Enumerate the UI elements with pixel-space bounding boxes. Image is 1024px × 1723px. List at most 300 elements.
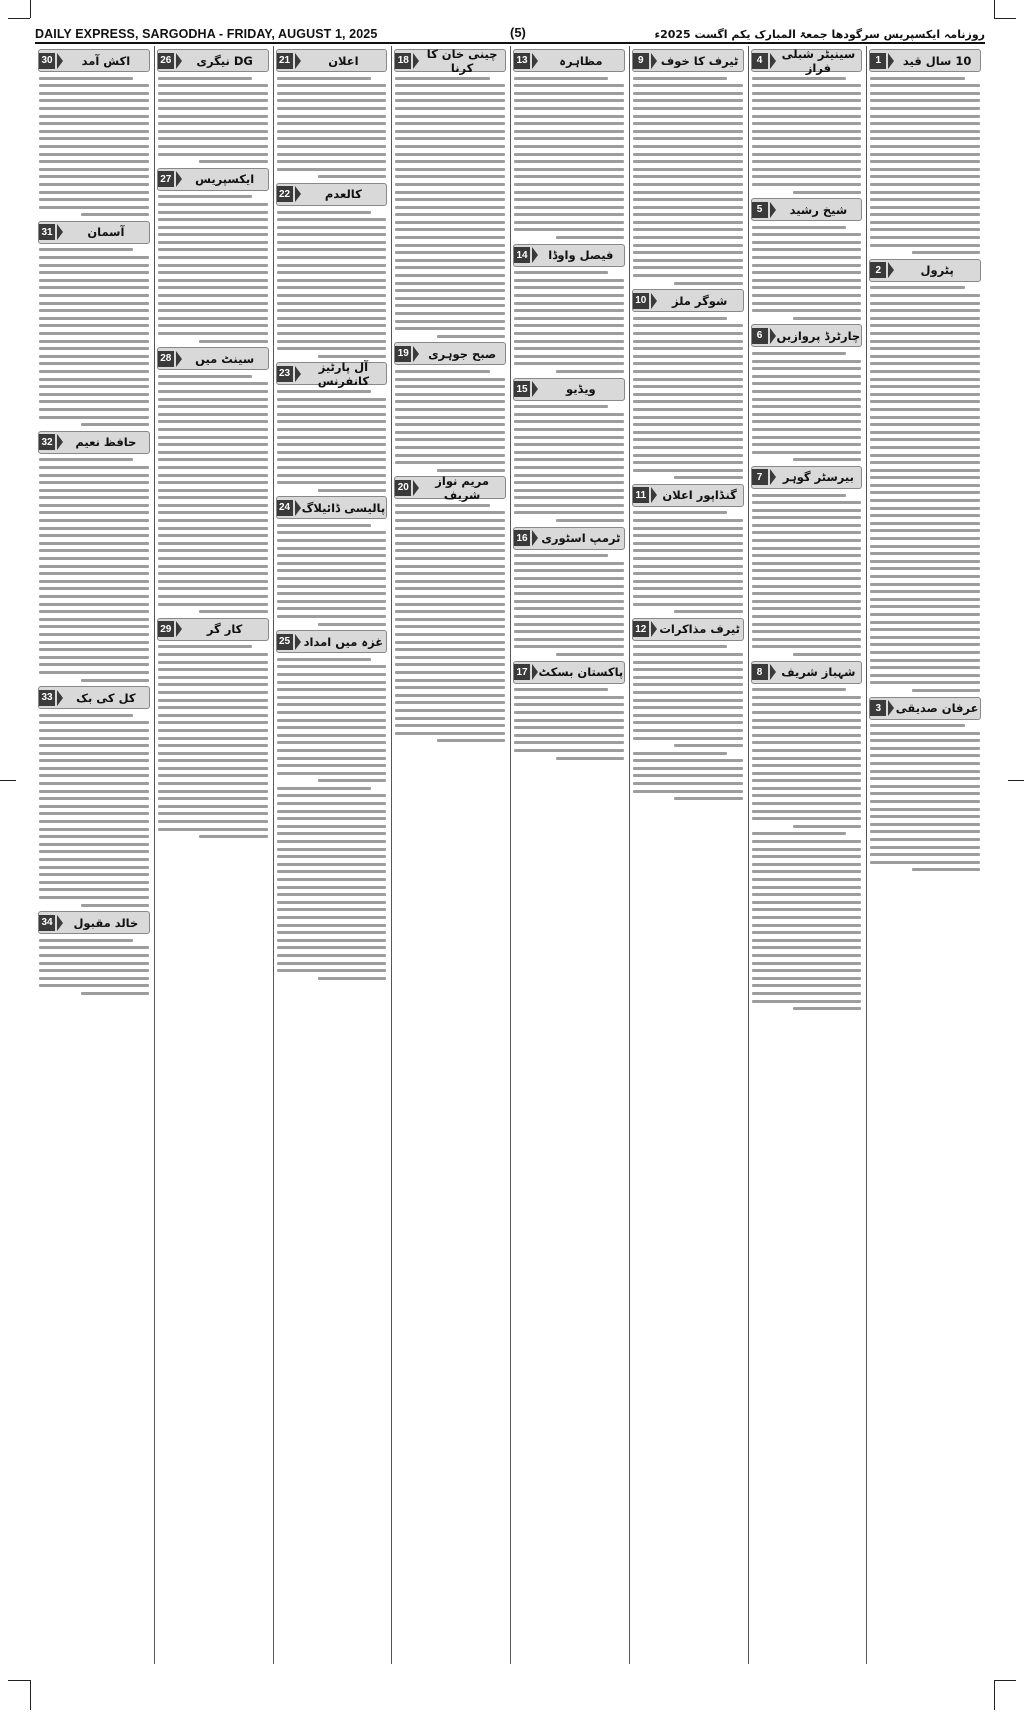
text-line [514,286,624,289]
text-line [752,749,862,752]
text-line [514,413,624,416]
article-headline: حافظ نعیم [75,435,137,450]
text-line [395,153,505,156]
text-line [158,683,268,686]
article-body-text [630,77,746,285]
text-line [633,752,727,755]
article-number: 16 [514,530,530,546]
text-line [633,92,743,95]
text-line [158,661,268,664]
text-line [752,734,862,737]
text-line [395,565,505,568]
text-line [39,206,149,209]
text-line [752,939,862,942]
text-line [277,916,387,919]
text-line [158,828,268,831]
text-line [870,651,980,654]
text-line [39,256,149,259]
text-line [633,160,743,163]
text-line [81,679,149,682]
text-line [870,575,980,578]
text-line [158,565,268,568]
text-line [277,658,371,661]
column-rule [629,46,630,1664]
text-line [277,168,387,171]
text-line [514,355,624,358]
text-line [39,191,149,194]
news-column [392,46,508,1664]
article-number: 19 [395,346,411,362]
text-line [158,77,252,80]
news-article [274,787,390,980]
text-line [39,286,149,289]
text-line [514,153,624,156]
text-line [158,233,268,236]
text-line [752,962,862,965]
article-body-text [36,248,152,426]
text-line [277,886,387,889]
text-line [39,496,149,499]
text-line [277,562,387,565]
text-line [870,378,980,381]
text-line [870,552,980,555]
text-line [752,153,862,156]
text-line [752,183,862,186]
text-line [514,309,624,312]
text-line [39,790,149,793]
text-line [395,221,505,224]
text-line [158,99,268,102]
text-line [514,451,624,454]
text-line [870,221,980,224]
headline-arrow-icon [532,381,538,397]
newspaper-page [35,46,985,1664]
article-body-text [392,504,508,742]
text-line [395,724,505,727]
text-line [395,504,489,507]
article-number: 18 [395,53,411,69]
headline-arrow-icon [295,186,301,202]
text-line [81,904,149,907]
text-line [39,77,133,80]
article-headline: گنڈاپور اعلان [662,488,737,503]
text-line [158,107,268,110]
text-line [514,92,624,95]
text-line [870,408,980,411]
text-line [633,595,743,598]
text-line [633,370,743,373]
headline-arrow-icon [57,915,63,931]
text-line [39,511,149,514]
text-line [514,362,624,365]
article-headline-box [394,473,506,502]
text-line [277,901,387,904]
text-line [752,794,862,797]
news-article [36,221,152,426]
text-line [752,554,862,557]
column-rule [391,46,392,1664]
text-line [39,557,149,560]
text-line [870,362,980,365]
column-rule [748,46,749,1664]
text-line [752,741,862,744]
text-line [752,711,862,714]
article-headline: شہباز شریف [781,665,856,680]
text-line [395,393,505,396]
text-line [277,878,387,881]
article-number: 25 [277,634,293,650]
text-line [277,802,387,805]
article-headline: پاکستان بسکٹ [538,665,624,680]
text-line [870,175,980,178]
text-line [158,390,268,393]
news-article [155,347,271,613]
masthead [35,26,985,44]
text-line [277,137,387,140]
article-headline-box [513,244,625,267]
text-line [870,484,980,487]
text-line [870,324,980,327]
text-line [752,428,862,431]
text-line [39,466,149,469]
text-line [633,572,743,575]
text-line [870,302,980,305]
text-line [752,294,862,297]
text-line [556,757,624,760]
text-line [277,524,371,527]
text-line [514,77,608,80]
article-headline: سینٹ میں [195,351,255,366]
text-line [158,256,268,259]
news-article [511,661,627,760]
article-headline: ایکسپریس [195,172,255,187]
text-line [39,542,149,545]
text-line [39,489,149,492]
text-line [514,630,624,633]
text-line [752,264,862,267]
text-line [158,405,268,408]
text-line [752,352,846,355]
text-line [870,732,980,735]
article-headline: ٹیرف مذاکرات [659,622,740,637]
text-line [870,674,980,677]
text-line [277,863,387,866]
text-line [158,436,268,439]
text-line [514,458,624,461]
text-line [514,496,624,499]
text-line [318,623,386,626]
text-line [158,122,268,125]
article-number: 8 [752,664,768,680]
text-line [752,562,862,565]
text-line [870,792,980,795]
text-line [870,355,980,358]
news-article [511,378,627,523]
article-number: 26 [158,53,174,69]
text-line [633,557,743,560]
text-line [514,638,624,641]
text-line [752,886,862,889]
text-line [633,759,743,762]
text-line [870,228,980,231]
text-line [633,332,743,335]
text-line [870,423,980,426]
text-line [633,519,743,522]
article-number: 34 [39,915,55,931]
text-line [514,221,624,224]
text-line [158,653,268,656]
text-line [514,183,624,186]
article-number: 27 [158,171,174,187]
text-line [633,782,743,785]
article-number: 1 [870,53,886,69]
text-line [277,817,387,820]
text-line [752,908,862,911]
text-line [277,145,387,148]
text-line [514,168,624,171]
text-line [277,946,387,949]
text-line [199,160,267,163]
text-line [395,641,505,644]
text-line [633,191,743,194]
text-line [514,719,624,722]
text-line [318,489,386,492]
article-headline-box [751,198,863,221]
article-headline-box [751,46,863,75]
text-line [395,587,505,590]
article-number: 7 [752,469,768,485]
text-line [870,785,980,788]
text-line [39,962,149,965]
text-line [870,416,980,419]
text-line [39,153,149,156]
text-line [277,264,387,267]
article-headline-box [632,618,744,641]
text-line [158,519,268,522]
text-line [633,714,743,717]
text-line [158,279,268,282]
text-line [870,491,980,494]
article-headline: کار گر [206,622,243,637]
text-line [395,542,505,545]
text-line [158,542,268,545]
text-line [870,130,980,133]
text-line [514,130,624,133]
text-line [514,734,624,737]
text-line [277,84,387,87]
text-line [158,752,268,755]
text-line [633,683,743,686]
text-line [870,198,980,201]
text-line [395,400,505,403]
text-line [158,332,268,335]
text-line [277,233,387,236]
text-line [752,615,862,618]
text-line [633,324,743,327]
text-line [752,764,862,767]
text-line [158,527,268,530]
headline-arrow-icon [888,262,894,278]
text-line [277,436,387,439]
text-line [277,569,387,572]
headline-arrow-icon [770,202,776,218]
headline-arrow-icon [295,500,301,516]
text-line [514,466,624,469]
text-line [912,251,980,254]
text-line [318,355,386,358]
text-line [752,99,862,102]
text-line [870,605,980,608]
text-line [395,656,505,659]
text-line [39,737,149,740]
text-line [633,228,743,231]
text-line [395,244,505,247]
text-line [277,840,387,843]
text-line [752,688,846,691]
text-line [633,221,743,224]
text-line [39,183,149,186]
text-line [395,274,505,277]
text-line [514,405,608,408]
masthead-english-dateline: DAILY EXPRESS, SARGODHA - FRIDAY, AUGUST 1, 2025 [35,27,378,41]
text-line [277,99,387,102]
text-line [870,77,964,80]
article-headline-box [632,289,744,312]
headline-arrow-icon [413,53,419,69]
text-line [752,390,862,393]
text-line [633,767,743,770]
text-line [158,248,268,251]
text-line [556,370,624,373]
text-line [870,438,980,441]
text-line [277,443,387,446]
text-line [277,324,387,327]
text-line [39,527,149,530]
text-line [39,99,149,102]
text-line [158,195,252,198]
text-line [633,454,743,457]
article-headline-box [869,259,981,282]
text-line [752,241,862,244]
text-line [752,645,862,648]
text-line [912,689,980,692]
article-body-text [274,524,390,626]
text-line [395,416,505,419]
text-line [633,661,743,664]
text-line [752,600,862,603]
text-line [633,603,743,606]
text-line [870,213,980,216]
text-line [870,590,980,593]
text-line [395,709,505,712]
headline-arrow-icon [651,621,657,637]
article-body-text [749,688,865,828]
text-line [514,481,624,484]
text-line [39,881,149,884]
text-line [39,759,149,762]
text-line [395,175,505,178]
headline-arrow-icon [57,434,63,450]
text-line [395,732,505,735]
text-line [277,256,387,259]
text-line [39,828,149,831]
text-line [277,398,387,401]
text-line [39,534,149,537]
text-line [39,812,149,815]
text-line [158,691,268,694]
text-line [318,977,386,980]
article-headline-box [38,686,150,709]
text-line [39,625,149,628]
text-line [395,580,505,583]
text-line [277,726,387,729]
text-line [39,896,149,899]
text-line [633,400,743,403]
text-line [318,779,386,782]
text-line [199,340,267,343]
text-line [277,787,371,790]
article-headline-box [276,496,388,519]
text-line [158,153,268,156]
article-body-text [867,286,983,691]
text-line [793,1007,861,1010]
text-line [674,282,742,285]
news-article [867,697,983,872]
article-headline-box [276,49,388,72]
headline-arrow-icon [57,224,63,240]
text-line [395,115,505,118]
text-line [277,160,387,163]
text-line [395,304,505,307]
text-line [870,800,980,803]
text-line [514,191,624,194]
text-line [395,534,505,537]
text-line [514,749,624,752]
text-line [633,259,743,262]
article-body-text [392,77,508,338]
text-line [633,408,743,411]
text-line [39,481,149,484]
text-line [39,362,149,365]
text-line [395,137,505,140]
text-line [752,168,862,171]
text-line [158,241,268,244]
text-line [870,92,980,95]
text-line [277,772,387,775]
text-line [514,145,624,148]
text-line [752,870,862,873]
text-line [514,585,624,588]
text-line [277,347,387,350]
text-line [39,888,149,891]
article-body-text [630,645,746,747]
text-line [158,137,268,140]
text-line [39,302,149,305]
text-line [752,878,862,881]
news-article [155,618,271,838]
text-line [158,603,268,606]
news-article [749,832,865,1010]
text-line [870,853,980,856]
text-line [395,686,505,689]
text-line [870,808,980,811]
headline-arrow-icon [295,634,301,650]
crop-mark [994,18,1016,19]
text-line [277,481,387,484]
text-line [514,332,624,335]
article-body-text [274,787,390,980]
text-line [277,969,387,972]
